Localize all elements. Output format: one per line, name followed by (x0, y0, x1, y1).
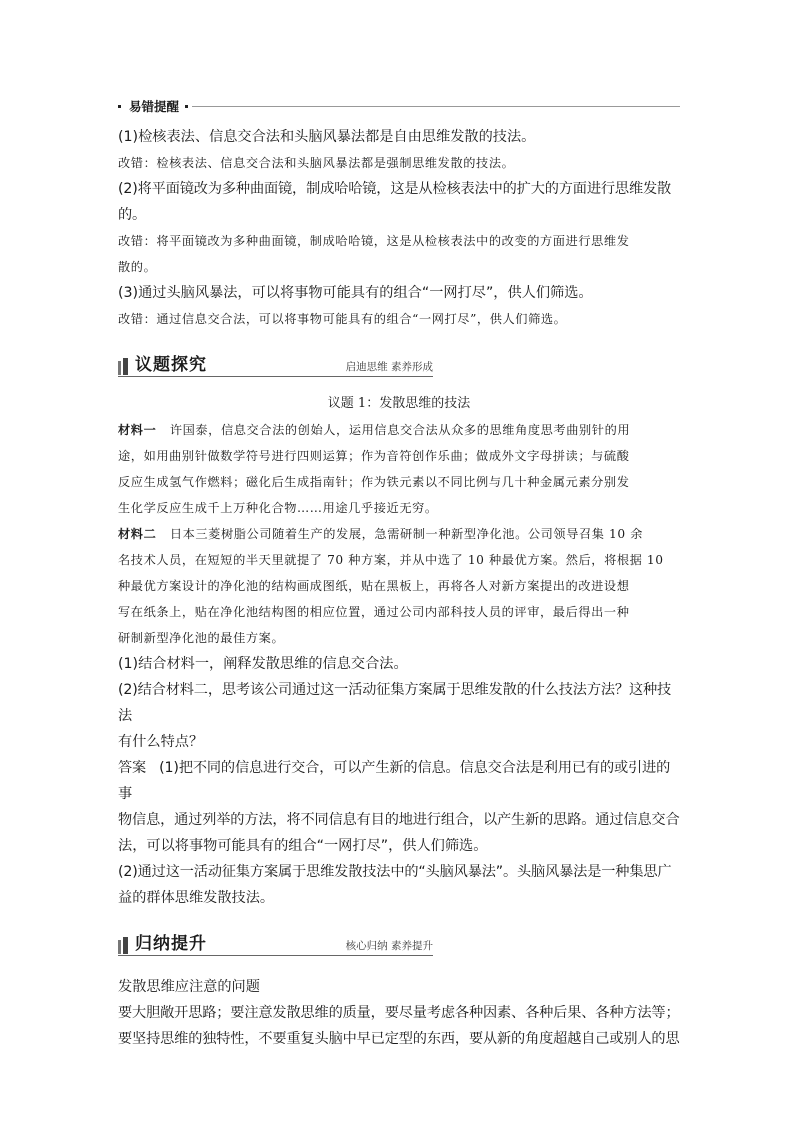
tip-correction-1: 改错：检核表法、信息交合法和头脑风暴法都是强制思维发散的技法。 (118, 156, 515, 170)
material-2-label: 材料二 (118, 527, 157, 541)
section-header-explore (118, 354, 433, 377)
bullet-icon (185, 105, 188, 108)
section-marker-icon (118, 358, 130, 375)
answer-line-5: 益的群体思维发散技法。 (118, 890, 275, 906)
divider (192, 106, 680, 107)
answer-label: 答案 (118, 760, 147, 776)
section-subtitle: 核心归纳 素养提升 (345, 940, 433, 952)
material-2-line-4: 写在纸条上，贴在净化池结构图的相应位置，通过公司内部科技人员的评审，最后得出一种 (118, 605, 630, 619)
section-marker-icon (118, 937, 130, 954)
summary-heading: 发散思维应注意的问题 (118, 979, 260, 995)
tip-statement-2: (2)将平面镜改为多种曲面镜，制成哈哈镜，这是从检核表法中的扩大的方面进行思维发散的。 (118, 181, 672, 223)
material-2-line-5: 研制新型净化池的最佳方案。 (118, 631, 285, 645)
summary-line-2: 要坚持思维的独特性，不要重复头脑中早已定型的东西，要从新的角度超越自己或别人的思 (118, 1031, 680, 1047)
tip-correction-3: 改错：通过信息交合法，可以将事物可能具有的组合“一网打尽”，供人们筛选。 (118, 312, 567, 326)
material-2-line-3: 种最优方案设计的净化池的结构画成图纸，贴在黑板上，再将各人对新方案提出的改进设想 (118, 579, 630, 593)
bullet-icon (118, 105, 121, 108)
answer-line-2: 物信息，通过列举的方法，将不同信息有目的地进行组合，以产生新的思路。通过信息交合 (118, 812, 680, 828)
section-title: 归纳提升 (135, 934, 207, 954)
tip-header (118, 96, 680, 116)
material-2-line-1: 材料二 日本三菱树脂公司随着生产的发展，急需研制一种新型净化池。公司领导召集 10 余 (118, 527, 644, 541)
answer-line-3: 法，可以将事物可能具有的组合“一网打尽”，供人们筛选。 (118, 838, 488, 854)
answer-line-1: 答案 (1)把不同的信息进行交合，可以产生新的信息。信息交合法是利用已有的或引进的事 (118, 760, 671, 802)
question-2-cont: 有什么特点？ (118, 734, 204, 750)
tip-title: 易错提醒 (129, 99, 180, 114)
material-1-line-3: 反应生成氢气作燃料；磁化后生成指南针；作为铁元素以不同比例与几十种金属元素分别发 (118, 475, 630, 489)
material-1-line-2: 途，如用曲别针做数学符号进行四则运算；作为音符创作乐曲；做成外文字母拼读；与硫酸 (118, 449, 630, 463)
tip-correction-2-cont: 散的。 (118, 260, 157, 274)
question-1: (1)结合材料一，阐释发散思维的信息交合法。 (118, 656, 408, 672)
section-title: 议题探究 (135, 355, 207, 375)
section-subtitle: 启迪思维 素养形成 (345, 361, 433, 373)
tip-correction-2: 改错：将平面镜改为多种曲面镜，制成哈哈镜，这是从检核表法中的改变的方面进行思维发 (118, 234, 630, 248)
page-content (118, 96, 680, 1052)
section-header-summary (118, 933, 433, 956)
material-1-label: 材料一 (118, 423, 157, 437)
summary-line-1: 要大胆敞开思路；要注意发散思维的质量，要尽量考虑各种因素、各种后果、各种方法等； (118, 1005, 680, 1021)
answer-line-4: (2)通过这一活动征集方案属于思维发散技法中的“头脑风暴法”。头脑风暴法是一种集思广 (118, 864, 672, 880)
tip-statement-1: (1)检核表法、信息交合法和头脑风暴法都是自由思维发散的技法。 (118, 129, 536, 145)
question-2: (2)结合材料二，思考该公司通过这一活动征集方案属于思维发散的什么技法方法？这种技法 (118, 682, 672, 724)
material-2-line-2: 名技术人员，在短短的半天里就提了 70 种方案，并从中选了 10 种最优方案。然后，将根据 10 (118, 553, 664, 567)
tip-statement-3: (3)通过头脑风暴法，可以将事物可能具有的组合“一网打尽”，供人们筛选。 (118, 285, 593, 301)
topic-title: 议题 1：发散思维的技法 (327, 396, 471, 411)
material-1-line-4: 生化学反应生成千上万种化合物……用途几乎接近无穷。 (118, 501, 438, 515)
material-1-line-1: 材料一 许国泰，信息交合法的创始人，运用信息交合法从众多的思维角度思考曲别针的用 (118, 423, 631, 437)
